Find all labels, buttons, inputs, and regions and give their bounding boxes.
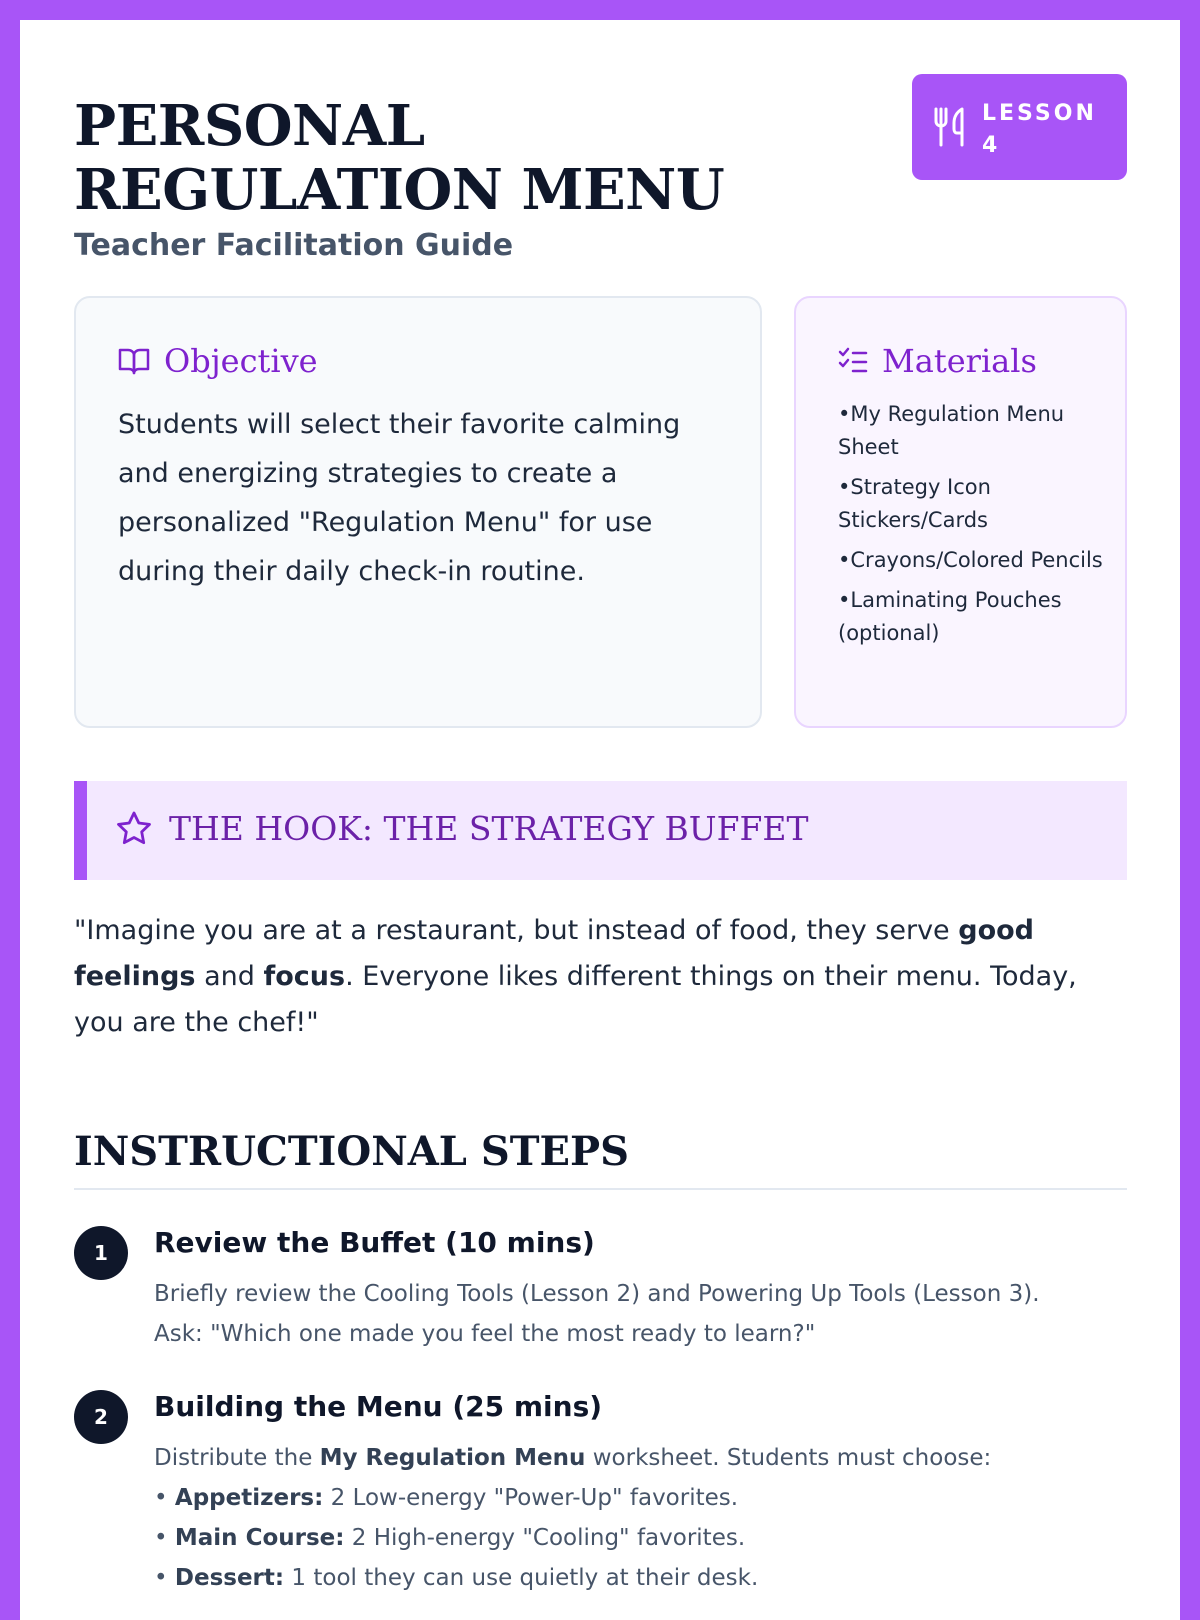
guide-page <box>20 20 1180 1620</box>
hook-banner <box>74 781 1127 880</box>
choice-text: 2 High-energy "Cooling" favorites. <box>344 1525 746 1551</box>
quote-emphasis: good feelings <box>74 915 1035 992</box>
materials-list <box>838 398 1108 657</box>
steps-heading: INSTRUCTIONAL STEPS <box>74 1128 629 1175</box>
objective-text: Students will select their favorite calming and energizing strategies to create a personalized "Regulation Menu" for use during their daily check-in routine. <box>118 409 681 587</box>
list-checks-icon <box>838 347 868 375</box>
utensils-icon <box>932 107 968 147</box>
objective-heading <box>118 342 318 380</box>
choice-item: • Main Course: 2 High-energy "Cooling" favorites. <box>154 1525 746 1551</box>
step-text: worksheet. Students must choose: <box>585 1445 992 1471</box>
choice-label: Main Course: <box>174 1525 345 1551</box>
step-title: Building the Menu (25 mins) <box>154 1390 603 1423</box>
quote-text: "Imagine you are at a restaurant, but instead of food, they serve <box>74 915 959 946</box>
quote-text: and <box>195 961 264 992</box>
star-icon <box>115 810 153 848</box>
materials-card <box>794 296 1127 728</box>
choice-label: Appetizers: <box>174 1485 324 1511</box>
quote-text: . Everyone likes different things on their menu. Today, you are the chef!" <box>74 961 1077 1038</box>
material-item: • Laminating Pouches (optional) <box>838 584 1108 650</box>
step-title: Review the Buffet (10 mins) <box>154 1226 595 1259</box>
choice-label: Dessert: <box>174 1565 285 1591</box>
choice-text: 2 Low-energy "Power-Up" favorites. <box>323 1485 739 1511</box>
lesson-badge <box>912 74 1127 180</box>
choice-item: • Appetizers: 2 Low-energy "Power-Up" favorites. <box>154 1485 739 1511</box>
materials-heading-text: Materials <box>882 342 1037 380</box>
step-number: 1 <box>74 1226 128 1280</box>
step-line: Briefly review the Cooling Tools (Lesson 2) and Powering Up Tools (Lesson 3). <box>154 1281 1040 1307</box>
material-item: • My Regulation Menu Sheet <box>838 398 1108 464</box>
book-open-icon <box>118 347 150 375</box>
lesson-word: LESSON <box>982 101 1097 126</box>
material-item: • Crayons/Colored Pencils <box>838 544 1108 577</box>
lesson-number: 4 <box>982 133 1001 158</box>
materials-heading <box>838 342 1037 380</box>
step-emphasis: My Regulation Menu <box>319 1445 586 1471</box>
hook-quote <box>74 908 1127 1046</box>
hook-heading <box>115 809 809 848</box>
step-description <box>154 1438 1124 1598</box>
page-subtitle: Teacher Facilitation Guide <box>74 228 514 263</box>
hook-heading-text: THE HOOK: THE STRATEGY BUFFET <box>169 809 809 848</box>
material-item: • Strategy Icon Stickers/Cards <box>838 471 1108 537</box>
objective-heading-text: Objective <box>164 342 318 380</box>
page-title: PERSONAL REGULATION MENU <box>74 93 725 223</box>
steps-divider <box>74 1188 1127 1190</box>
objective-card <box>74 296 762 728</box>
quote-emphasis: focus <box>263 961 346 992</box>
step-number: 2 <box>74 1390 128 1444</box>
lesson-label <box>982 98 1097 162</box>
step-line: Ask: "Which one made you feel the most ready to learn?" <box>154 1321 816 1347</box>
step-text: Distribute the <box>154 1445 320 1471</box>
step-description <box>154 1274 1124 1354</box>
step-line <box>154 1438 1124 1478</box>
choice-text: 1 tool they can use quietly at their desk. <box>284 1565 759 1591</box>
choice-item: • Dessert: 1 tool they can use quietly at their desk. <box>154 1565 759 1591</box>
